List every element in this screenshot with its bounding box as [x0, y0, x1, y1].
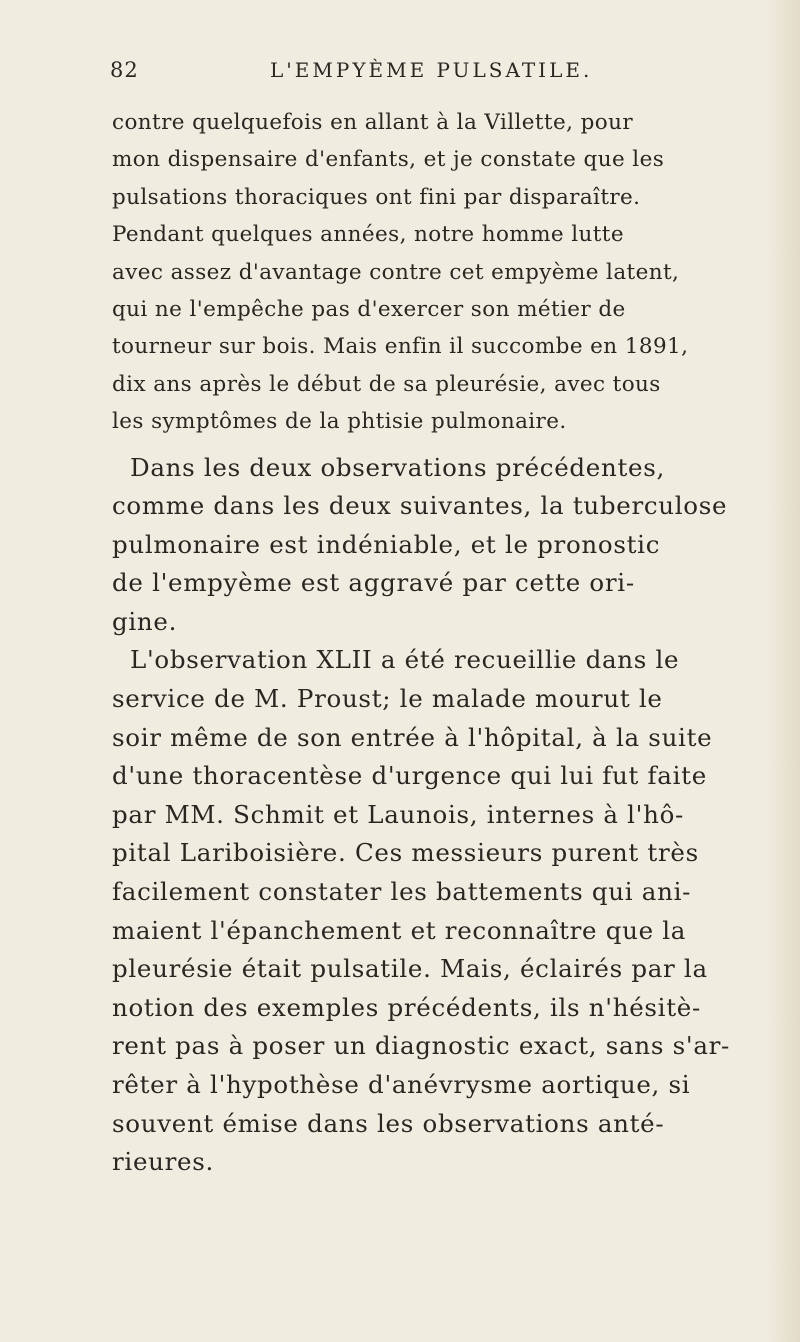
text-line: par MM. Schmit et Launois, internes à l'hô-	[112, 799, 685, 829]
text-line: service de M. Proust; le malade mourut le	[112, 684, 663, 714]
text-line: notion des exemples précédents, ils n'hésitè-	[112, 992, 701, 1022]
text-line: L'observation XLII a été recueillie dans le	[130, 645, 680, 675]
text-line: tourneur sur bois. Mais enfin il succombe en 1891,	[112, 334, 689, 360]
text-line: pulmonaire est indéniable, et le pronostic	[112, 529, 661, 559]
text-line: rent pas à poser un diagnostic exact, sans s'ar-	[112, 1031, 731, 1061]
text-line: de l'empyème est aggravé par cette ori-	[112, 568, 635, 598]
running-header	[110, 58, 730, 88]
text-line: avec assez d'avantage contre cet empyème latent,	[112, 259, 680, 285]
text-line: pital Lariboisière. Ces messieurs purent très	[112, 838, 699, 868]
text-line: comme dans les deux suivantes, la tuberculose	[112, 491, 728, 521]
body-text	[112, 104, 732, 1182]
text-line: rêter à l'hypothèse d'anévrysme aortique, si	[112, 1070, 691, 1100]
text-line: mon dispensaire d'enfants, et je constate que les	[112, 147, 665, 173]
text-line: soir même de son entrée à l'hôpital, à la suite	[112, 722, 713, 752]
text-line: maient l'épanchement et reconnaître que la	[112, 915, 687, 945]
text-line: pleurésie était pulsatile. Mais, éclairés par la	[112, 954, 708, 984]
page-number: 82	[110, 58, 139, 82]
text-line: dix ans après le début de sa pleurésie, avec tous	[112, 371, 661, 397]
page-edge-shading	[766, 0, 800, 1342]
text-line: Dans les deux observations précédentes,	[130, 452, 665, 482]
running-title: L'EMPYÈME PULSATILE.	[270, 58, 593, 82]
text-line: facilement constater les battements qui ani-	[112, 877, 692, 907]
text-line: Pendant quelques années, notre homme lutte	[112, 222, 624, 248]
text-line: qui ne l'empêche pas d'exercer son métier de	[112, 296, 626, 322]
text-line: les symptômes de la phtisie pulmonaire.	[112, 409, 567, 435]
text-line: contre quelquefois en allant à la Villette, pour	[112, 110, 633, 135]
paragraph-3	[112, 641, 732, 1181]
text-line: d'une thoracentèse d'urgence qui lui fut faite	[112, 761, 707, 791]
paragraph-2	[112, 449, 732, 642]
text-line: gine.	[112, 606, 178, 636]
paragraph-1	[112, 104, 732, 441]
text-line: rieures.	[112, 1147, 214, 1177]
text-line: souvent émise dans les observations anté-	[112, 1108, 665, 1138]
text-line: pulsations thoraciques ont fini par disparaître.	[112, 184, 641, 210]
